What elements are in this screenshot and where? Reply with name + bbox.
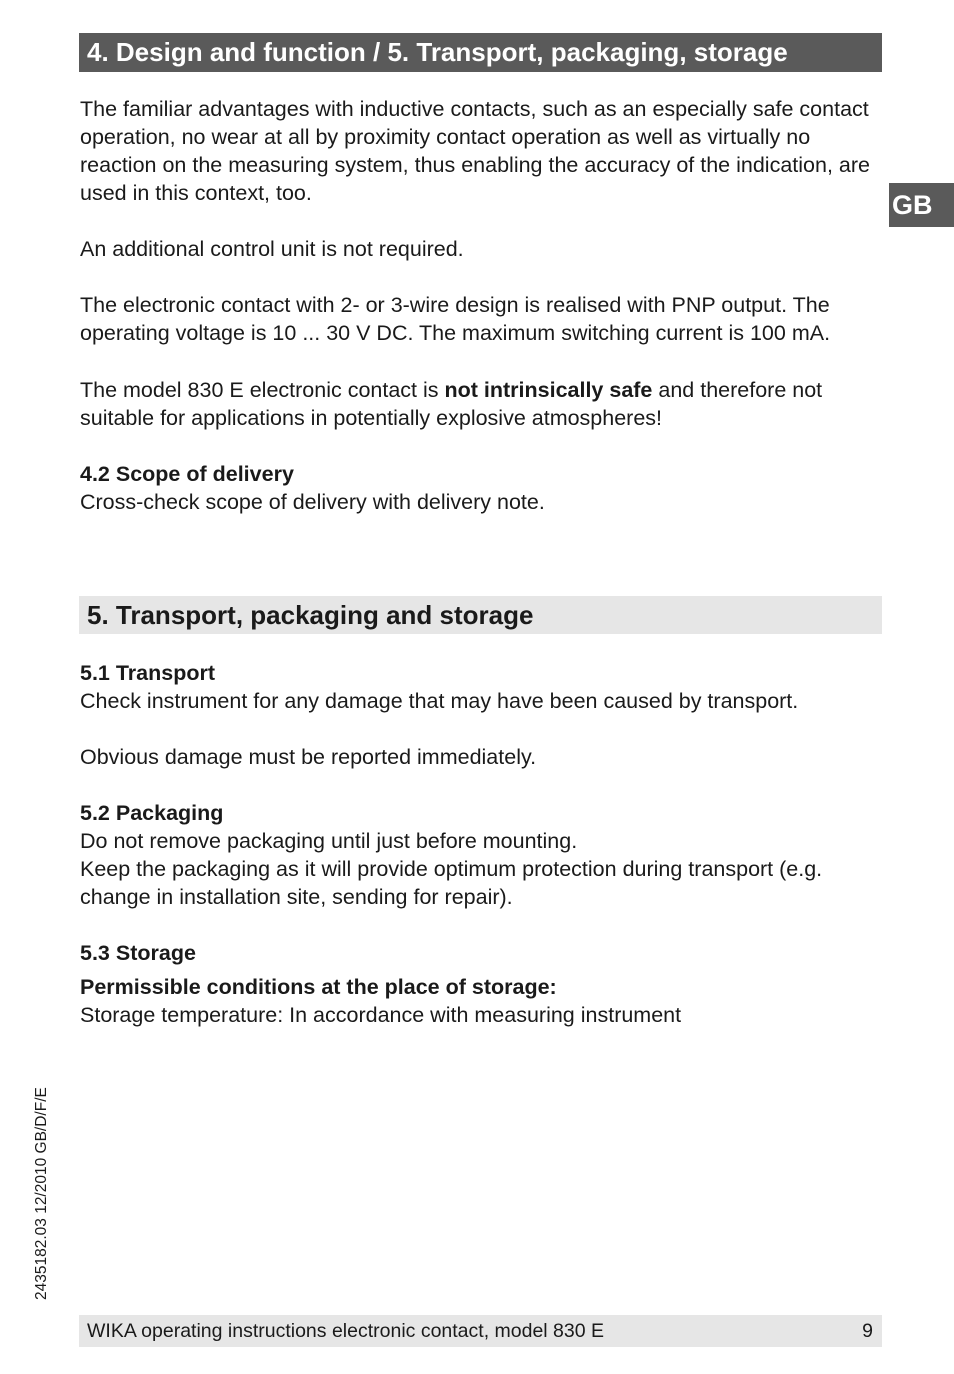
storage-subheading: Permissible conditions at the place of storage: — [80, 975, 557, 999]
page-number: 9 — [862, 1320, 873, 1342]
transport-heading: 5.1 Transport — [80, 661, 216, 685]
page-footer — [79, 1315, 882, 1347]
section5-title: 5. Transport, packaging and storage — [79, 596, 882, 634]
page-header: 4. Design and function / 5. Transport, packaging, storage — [79, 33, 882, 72]
section4-electronic-contact — [80, 291, 880, 347]
packaging-text-2: Keep the packaging as it will provide optimum protection during transport (e.g. change in installation site, sending for repair). — [80, 857, 823, 909]
scope-of-delivery — [80, 460, 880, 516]
language-tab: GB — [889, 183, 954, 227]
document-code: 2435182.03 12/2010 GB/D/F/E — [33, 1087, 50, 1300]
safety-text-after: and therefore not suitable for applications in potentially explosive atmospheres! — [80, 378, 823, 430]
safety-text-before: The model 830 E electronic contact is — [80, 378, 445, 402]
packaging-text-1: Do not remove packaging until just before mounting. — [80, 829, 578, 853]
safety-bold-text: not intrinsically safe — [444, 378, 653, 402]
paragraph-electronic-contact: The electronic contact with 2- or 3-wire design is realised with PNP output. The operating voltage is 10 ... 30 V DC. The maximum switching current is 100 mA. — [80, 293, 831, 345]
transport-damage-note — [80, 743, 880, 771]
storage-heading: 5.3 Storage — [80, 941, 196, 965]
storage-section — [80, 939, 880, 1029]
section4-control-unit — [80, 235, 880, 263]
storage-text: Storage temperature: In accordance with measuring instrument — [80, 1003, 682, 1027]
scope-heading: 4.2 Scope of delivery — [80, 462, 294, 486]
paragraph-control-unit: An additional control unit is not required. — [80, 237, 464, 261]
packaging-heading: 5.2 Packaging — [80, 801, 224, 825]
scope-text: Cross-check scope of delivery with delivery note. — [80, 490, 545, 514]
section4-safety-note — [80, 376, 880, 432]
transport-text: Check instrument for any damage that may have been caused by transport. — [80, 689, 799, 713]
paragraph-inductive-advantages: The familiar advantages with inductive contacts, such as an especially safe contact operation, no wear at all by proximity contact operation as well as virtually no reaction on the measuring system, thus enabling the accuracy of the indication, are used in this context, too. — [80, 97, 870, 205]
footer-title: WIKA operating instructions electronic contact, model 830 E — [87, 1320, 605, 1342]
section4-body — [80, 95, 880, 207]
transport-damage-text: Obvious damage must be reported immediately. — [80, 745, 537, 769]
paragraph-safety-note — [80, 376, 880, 432]
packaging-section — [80, 799, 880, 911]
transport-section — [80, 659, 880, 715]
